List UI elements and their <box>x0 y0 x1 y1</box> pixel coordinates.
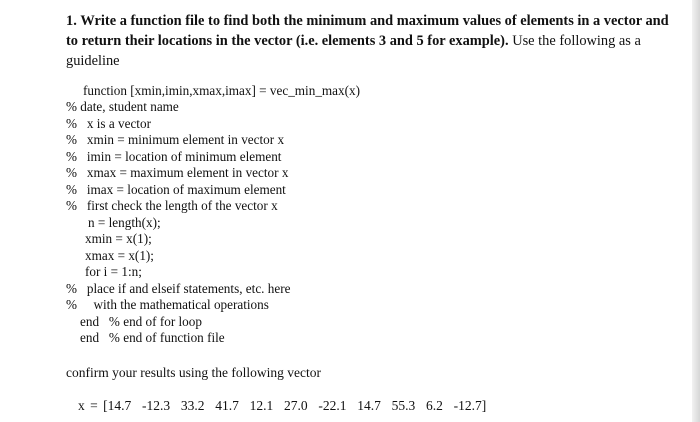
code-line-comment: % with the mathematical operations <box>66 297 269 312</box>
code-line-comment: % xmin = minimum element in vector x <box>66 132 285 147</box>
question-number: 1. <box>66 13 77 29</box>
test-vector: x = [14.7 -12.3 33.2 41.7 12.1 27.0 -22.1 14.7 55.3 6.2 -12.7] <box>78 398 487 413</box>
question-heading <box>66 11 676 71</box>
code-line-comment: % first check the length of the vector x <box>66 198 278 213</box>
code-line-comment: % imin = location of minimum element <box>66 149 282 164</box>
page-edge-shadow <box>692 0 700 422</box>
question-normal-text: Use the following as a guideline <box>66 33 641 69</box>
code-line-comment: % xmax = maximum element in vector x <box>66 165 289 180</box>
code-line-function: function [xmin,imin,xmax,imax] = vec_min_max(x) <box>83 83 360 98</box>
question-bold-text: Write a function file to find both the minimum and maximum values of elements in a vector and to return their locations in the vector (i.e. elements 3 and 5 for example). <box>66 13 669 49</box>
code-line-statement: n = length(x); <box>88 215 161 230</box>
code-line-statement: for i = 1:n; <box>85 264 142 279</box>
code-line-statement: xmin = x(1); <box>85 231 152 246</box>
code-line-comment: % x is a vector <box>66 116 151 131</box>
code-line-comment: % place if and elseif statements, etc. here <box>66 281 291 296</box>
code-line-comment: % imax = location of maximum element <box>66 182 286 197</box>
confirm-instruction: confirm your results using the following vector <box>66 365 321 380</box>
code-line-comment: % date, student name <box>66 99 179 114</box>
code-line-end: end % end of for loop <box>80 314 202 329</box>
code-line-end: end % end of function file <box>80 330 225 345</box>
code-line-statement: xmax = x(1); <box>85 248 154 263</box>
